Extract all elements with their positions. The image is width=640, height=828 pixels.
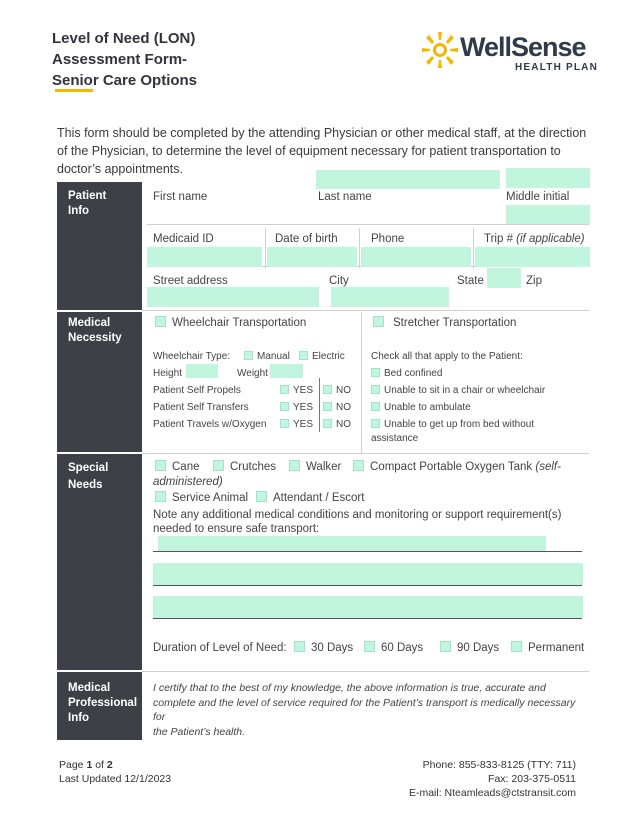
self-propels-label: Patient Self Propels	[153, 385, 241, 396]
trip-prefix: Trip #	[484, 233, 517, 245]
footer-contact	[409, 758, 576, 800]
electric-option[interactable]	[299, 351, 345, 362]
trip-note: (if applicable)	[516, 233, 585, 245]
divider	[361, 312, 362, 453]
option-label: Unable to ambulate	[384, 402, 471, 413]
divider	[265, 228, 266, 268]
travels-oxygen-no[interactable]	[323, 419, 351, 430]
state-input[interactable]	[487, 268, 521, 288]
option-label: NO	[336, 385, 351, 396]
travels-oxygen-label: Patient Travels w/Oxygen	[153, 419, 267, 430]
checkbox[interactable]	[323, 419, 332, 428]
option-label: NO	[336, 402, 351, 413]
checkbox[interactable]	[155, 491, 166, 502]
checkbox[interactable]	[280, 402, 289, 411]
checkbox[interactable]	[280, 385, 289, 394]
page-num: 1	[86, 759, 93, 771]
option-label: YES	[293, 385, 314, 396]
section-label: Special	[68, 462, 109, 474]
first-name-label: First name	[153, 191, 208, 203]
option-label: Walker	[306, 461, 342, 473]
self-propels-yes[interactable]	[280, 385, 313, 396]
last-updated: Last Updated 12/1/2023	[59, 773, 172, 785]
unable-bed-line2: assistance	[371, 433, 419, 444]
additional-notes-input-3[interactable]	[153, 596, 583, 618]
option-label: Manual	[257, 351, 290, 362]
divider	[319, 378, 320, 432]
title-line-2: Assessment Form-	[52, 51, 188, 68]
page-number	[59, 758, 171, 772]
page-total: 2	[106, 759, 113, 771]
section-label: Needs	[68, 479, 103, 491]
option-label: Electric	[312, 351, 345, 362]
page-title	[52, 28, 312, 91]
section-label: Necessity	[68, 332, 122, 344]
section-label: Patient	[68, 190, 107, 202]
weight-input[interactable]	[270, 364, 303, 378]
self-transfers-label: Patient Self Transfers	[153, 402, 249, 413]
cert-line: I certify that to the best of my knowledge, the above information is true, accurate and	[153, 682, 546, 694]
option-label: Unable to get up from bed without	[384, 419, 535, 430]
page-prefix: Page	[59, 759, 87, 771]
option-label: Stretcher Transportation	[393, 317, 517, 329]
option-label: Unable to sit in a chair or wheelchair	[384, 385, 546, 396]
oxygen-tank-option[interactable]	[353, 461, 561, 473]
checkbox[interactable]	[155, 460, 166, 471]
option-label: NO	[336, 419, 351, 430]
option-label: 30 Days	[311, 642, 354, 654]
cert-line: complete and the level of service required for the Patient’s transport is medically necessary for	[153, 696, 576, 723]
manual-option[interactable]	[244, 351, 290, 362]
unable-ambulate-option[interactable]	[371, 402, 471, 413]
checkbox[interactable]	[323, 385, 332, 394]
height-label: Height	[153, 368, 182, 379]
divider	[142, 671, 589, 672]
city-label: City	[329, 275, 349, 287]
duration-60-option[interactable]	[364, 642, 423, 654]
street-input[interactable]	[147, 287, 319, 307]
option-label: 60 Days	[381, 642, 424, 654]
attendant-option[interactable]	[256, 492, 364, 504]
phone-input[interactable]	[361, 247, 471, 267]
duration-90-option[interactable]	[440, 642, 499, 654]
page-of: of	[92, 759, 107, 771]
checkbox[interactable]	[244, 351, 253, 360]
travels-oxygen-yes[interactable]	[280, 419, 313, 430]
sunburst-logo-icon	[420, 30, 460, 70]
section-medical-necessity	[57, 312, 142, 452]
section-label: Professional	[68, 697, 138, 709]
checkbox[interactable]	[294, 641, 305, 652]
note-line-1: Note any additional medical conditions and monitoring or support requirement(s)	[153, 509, 562, 521]
wheelchair-type-label: Wheelchair Type:	[153, 351, 231, 362]
middle-initial-label: Middle initial	[506, 191, 570, 203]
footer-phone: Phone: 855-833-8125 (TTY: 711)	[422, 759, 576, 771]
oxygen-note-line2: administered)	[153, 476, 223, 488]
title-accent-bar	[55, 89, 93, 92]
checkbox[interactable]	[371, 402, 380, 411]
self-transfers-no[interactable]	[323, 402, 351, 413]
zip-label: Zip	[526, 275, 542, 287]
checkbox[interactable]	[364, 641, 375, 652]
checkbox[interactable]	[440, 641, 451, 652]
wheelchair-transport-option[interactable]	[155, 317, 306, 329]
stretcher-transport-option[interactable]	[373, 317, 516, 329]
option-label: YES	[293, 402, 314, 413]
bed-confined-option[interactable]	[371, 368, 442, 379]
intro-text: This form should be completed by the attending Physician or other medical staff, at the direction of the Physician, to determine the level of equipment necessary for patient transportation to doctor’s appointments.	[57, 126, 587, 176]
trip-input[interactable]	[475, 247, 590, 267]
last-name-input[interactable]	[506, 168, 590, 188]
option-label: Attendant / Escort	[273, 492, 365, 504]
city-input[interactable]	[331, 287, 449, 307]
divider	[473, 228, 474, 268]
checkbox[interactable]	[256, 491, 267, 502]
checkbox[interactable]	[155, 316, 166, 327]
cane-option[interactable]	[155, 461, 200, 473]
dob-label: Date of birth	[275, 233, 338, 245]
duration-30-option[interactable]	[294, 642, 353, 654]
option-label: Wheelchair Transportation	[172, 317, 307, 329]
footer-fax: Fax: 203-375-0511	[488, 773, 576, 785]
note-line-2: needed to ensure safe transport:	[153, 523, 320, 535]
weight-label: Weight	[237, 368, 268, 379]
additional-notes-input-2[interactable]	[153, 563, 583, 585]
unable-bed-option[interactable]	[371, 419, 534, 430]
walker-option[interactable]	[289, 461, 341, 473]
check-all-label: Check all that apply to the Patient:	[371, 351, 523, 362]
trip-label	[484, 233, 585, 245]
section-label: Info	[68, 205, 90, 217]
self-transfers-yes[interactable]	[280, 402, 313, 413]
footer-email[interactable]: E-mail: Nteamleads@ctstransit.com	[408, 787, 576, 799]
option-label: Cane	[172, 461, 200, 473]
unable-sit-option[interactable]	[371, 385, 545, 396]
last-name-label: Last name	[318, 191, 372, 203]
option-label: Service Animal	[172, 492, 249, 504]
divider	[359, 228, 360, 268]
section-label: Info	[68, 712, 90, 724]
checkbox[interactable]	[323, 402, 332, 411]
service-animal-option[interactable]	[155, 492, 248, 504]
checkbox[interactable]	[371, 419, 380, 428]
underline	[153, 618, 582, 619]
checkbox[interactable]	[299, 351, 308, 360]
certification-text	[153, 681, 589, 739]
title-line-1: Level of Need (LON)	[52, 30, 196, 47]
medicaid-id-input[interactable]	[147, 247, 262, 267]
section-label: Medical	[68, 317, 111, 329]
self-propels-no[interactable]	[323, 385, 351, 396]
option-label: Permanent	[528, 642, 585, 654]
underline	[153, 585, 582, 586]
checkbox[interactable]	[280, 419, 289, 428]
state-label: State	[457, 275, 484, 287]
medicaid-id-label: Medicaid ID	[153, 233, 214, 245]
street-label: Street address	[153, 275, 228, 287]
divider	[147, 224, 589, 225]
dob-input[interactable]	[267, 247, 357, 267]
logo-subtitle: HEALTH PLAN	[515, 62, 599, 73]
option-label: Bed confined	[384, 368, 443, 379]
crutches-option[interactable]	[213, 461, 276, 473]
section-patient-info	[57, 182, 142, 310]
oxygen-note: (self-	[535, 461, 561, 473]
checkbox[interactable]	[371, 368, 380, 377]
section-label: Medical	[68, 682, 111, 694]
middle-initial-input[interactable]	[506, 205, 590, 224]
checkbox[interactable]	[371, 385, 380, 394]
checkbox[interactable]	[289, 460, 300, 471]
height-input[interactable]	[186, 364, 218, 378]
divider	[142, 310, 589, 311]
phone-label: Phone	[371, 233, 405, 245]
underline	[153, 551, 582, 552]
cert-line: the Patient’s health.	[153, 725, 246, 738]
duration-label: Duration of Level of Need:	[153, 642, 287, 654]
title-line-3: Senior Care Options	[52, 72, 198, 89]
checkbox[interactable]	[373, 316, 384, 327]
first-name-input[interactable]	[316, 170, 500, 189]
option-label: YES	[293, 419, 314, 430]
checkbox[interactable]	[353, 460, 364, 471]
checkbox[interactable]	[511, 641, 522, 652]
footer-left	[59, 758, 171, 786]
section-special-needs	[57, 454, 142, 670]
duration-permanent-option[interactable]	[511, 642, 584, 654]
option-label: Compact Portable Oxygen Tank	[370, 461, 536, 473]
logo-wordmark: WellSense	[460, 32, 586, 62]
section-medical-professional	[57, 672, 142, 740]
option-label: 90 Days	[457, 642, 500, 654]
divider	[142, 453, 589, 454]
option-label: Crutches	[230, 461, 277, 473]
additional-notes-input-1[interactable]	[158, 536, 546, 551]
checkbox[interactable]	[213, 460, 224, 471]
